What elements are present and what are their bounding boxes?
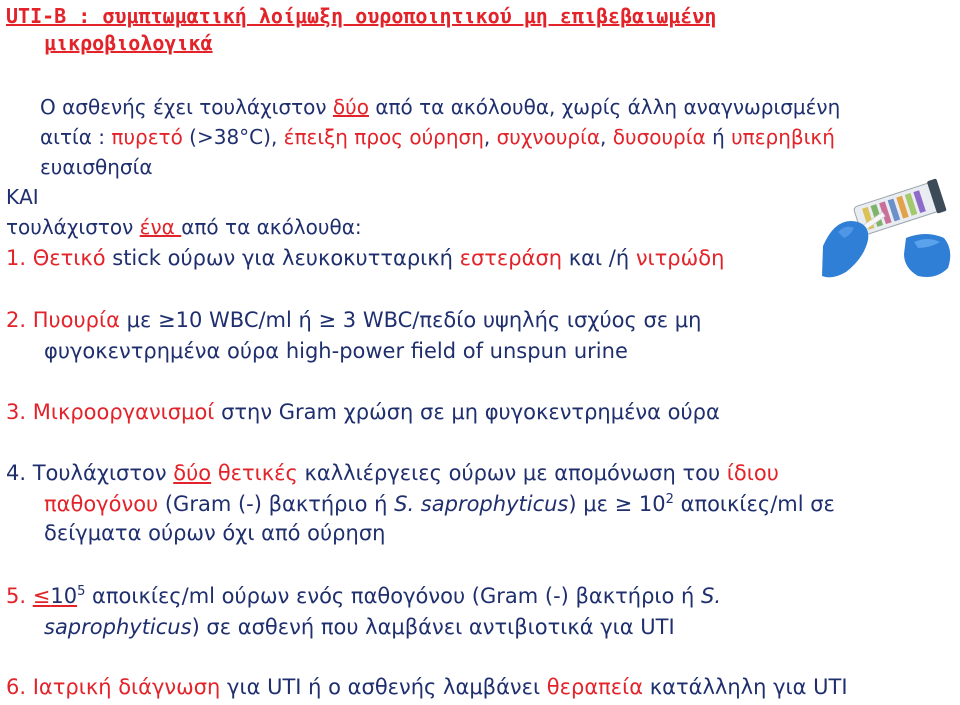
symptom-frequency: συχνουρία <box>496 125 601 149</box>
criterion-2 <box>6 308 701 332</box>
criterion-text: Θετικό <box>26 246 106 270</box>
criterion-text: ίδιου <box>726 461 779 485</box>
criterion-text: νιτρώδη <box>635 246 725 270</box>
gte-symbol: ≥ <box>318 308 337 332</box>
criterion-text: με <box>119 308 159 332</box>
criterion-text: και /ή <box>562 246 636 270</box>
criterion-text: εστεράση <box>459 246 563 270</box>
criterion-text: Μικροοργανισμοί <box>26 400 215 424</box>
criterion-4-line3: δείγματα ούρων όχι από ούρηση <box>44 521 386 545</box>
intro-emph-one: ένα <box>139 215 182 239</box>
exponent: 5 <box>77 584 86 599</box>
criterion-text: καλλιέργειες ούρων με απομόνωση του <box>297 461 727 485</box>
page-title: UTI-B : συμπτωματική λοίμωξη ουροποιητικού μη επιβεβαιωμένη <box>6 4 717 28</box>
criterion-text: αποικίες/ml ούρων ενός παθογόνου (Gram (-) βακτήριο ή <box>85 584 702 608</box>
criterion-text: παθογόνου <box>44 492 159 516</box>
criterion-text: Ιατρική διάγνωση <box>26 675 221 699</box>
gte-symbol: ≥ <box>614 492 633 516</box>
criterion-text: αποικίες/ml σε <box>673 492 835 516</box>
criterion-text: Τουλάχιστον <box>26 461 174 485</box>
criterion-number: 6. <box>6 675 27 699</box>
criterion-text: 10 WBC/ml ή <box>175 308 319 332</box>
criterion-text: ) σε ασθενή που λαμβάνει αντιβιοτικά για UTI <box>191 615 675 639</box>
intro-text: , <box>600 125 613 149</box>
criterion-3 <box>6 400 720 424</box>
criterion-2-line2: φυγοκεντρημένα ούρα high-power field of unspun urine <box>44 339 628 363</box>
criterion-number: 2. <box>6 308 27 332</box>
criterion-text: Πυουρία <box>26 308 120 332</box>
intro-text: , <box>483 125 497 149</box>
criterion-text: στην Gram χρώση σε μη φυγοκεντρημένα ούρα <box>214 400 720 424</box>
symptom-urgency: έπειξη προς ούρηση <box>283 125 484 149</box>
symptom-dysuria: δυσουρία <box>612 125 706 149</box>
organism-name: S. <box>701 584 722 608</box>
criterion-text: θετικές <box>217 461 298 485</box>
criterion-text <box>211 461 218 485</box>
intro-text: τουλάχιστον <box>6 215 140 239</box>
exponent: 2 <box>665 492 674 507</box>
intro-text: αιτία : <box>40 125 112 149</box>
criterion-text: ) με <box>568 492 615 516</box>
criterion-text: δύο <box>173 461 212 485</box>
criterion-text: stick ούρων για λευκοκυτταρική <box>105 246 460 270</box>
symptom-suprapubic: υπερηβική <box>731 125 835 149</box>
organism-name: saprophyticus <box>44 615 192 639</box>
intro-text: από τα ακόλουθα: <box>181 215 362 239</box>
criterion-1 <box>6 246 724 270</box>
kai-label: ΚΑΙ <box>6 185 39 209</box>
criterion-text: 3 WBC/πεδίο υψηλής ισχύος σε μη <box>336 308 702 332</box>
criterion-text: 10 <box>632 492 666 516</box>
intro-text: (>38°C), <box>182 125 284 149</box>
criterion-number: 1. <box>6 246 27 270</box>
criterion-text: 10 <box>50 584 78 608</box>
intro-line-1 <box>40 95 840 119</box>
criterion-number: 4. <box>6 461 27 485</box>
intro-emph-two: δύο <box>332 95 369 119</box>
criterion-text: θεραπεία <box>546 675 644 699</box>
criterion-5-line2 <box>44 615 675 639</box>
criterion-6 <box>6 675 848 699</box>
criterion-4 <box>6 461 779 485</box>
criterion-text: για UTI ή ο ασθενής λαμβάνει <box>220 675 547 699</box>
gte-symbol: ≥ <box>158 308 176 332</box>
criterion-4-line2 <box>44 492 835 516</box>
symptom-fever: πυρετό <box>111 125 183 149</box>
intro-line-3: ευαισθησία <box>40 155 153 179</box>
organism-name: S. saprophyticus <box>394 492 569 516</box>
urine-dipstick-photo <box>818 176 958 284</box>
intro-text: από τα ακόλουθα, χωρίς άλλη αναγνωρισμένη <box>368 95 841 119</box>
intro-text: ή <box>705 125 732 149</box>
criterion-text: (Gram (-) βακτήριο ή <box>158 492 395 516</box>
criterion-number: 5. <box>6 584 27 608</box>
intro-line-2 <box>40 125 835 149</box>
criterion-number: 3. <box>6 400 27 424</box>
criterion-text: κατάλληλη για UTI <box>643 675 848 699</box>
lte-symbol: ≤ <box>32 584 51 608</box>
dipstick-illustration <box>818 176 958 284</box>
page-title-line2: μικροβιολογικά <box>44 31 213 55</box>
intro-text: Ο ασθενής έχει τουλάχιστον <box>40 95 333 119</box>
criterion-5 <box>6 584 721 608</box>
intro-line-5 <box>6 215 362 239</box>
